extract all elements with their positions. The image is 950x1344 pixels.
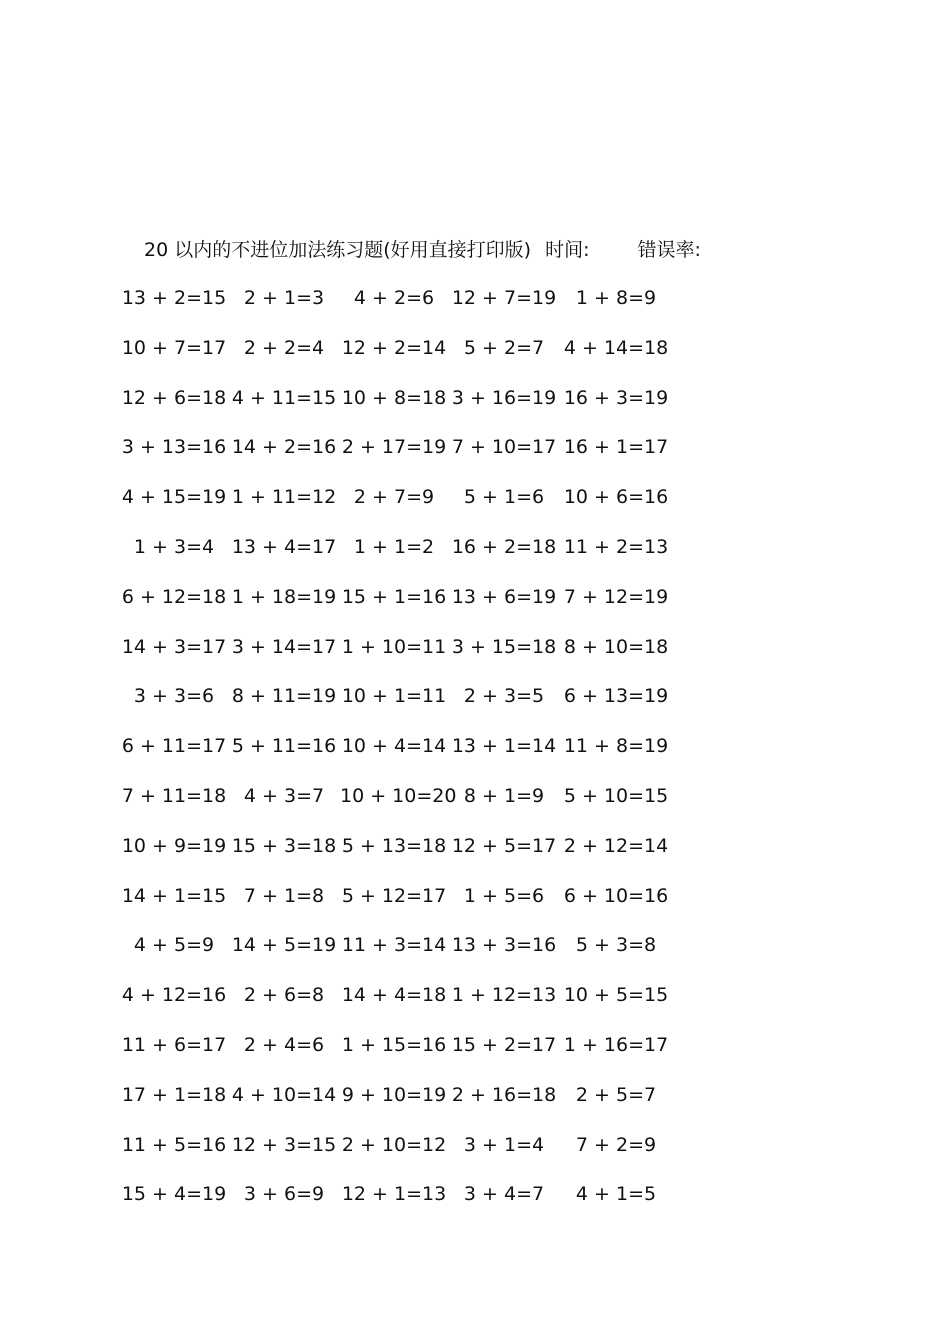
addition-problem: 1 + 11=12: [231, 486, 337, 509]
addition-problem: 1 + 16=17: [563, 1033, 669, 1056]
addition-problem: 14 + 3=17: [121, 635, 227, 658]
addition-problem: 9 + 10=19: [341, 1083, 447, 1106]
problem-row: [121, 284, 704, 334]
addition-problem: 15 + 2=17: [451, 1033, 557, 1056]
addition-problem: 13 + 3=16: [451, 934, 557, 957]
addition-problem: 3 + 16=19: [451, 386, 557, 409]
addition-problem: 6 + 10=16: [563, 884, 669, 907]
addition-problem: 17 + 1=18: [121, 1083, 227, 1106]
addition-problem: 7 + 2=9: [575, 1133, 657, 1156]
addition-problem: 2 + 17=19: [341, 436, 447, 459]
problem-row: [133, 931, 704, 981]
addition-problem: 12 + 7=19: [451, 287, 557, 309]
addition-problem: 13 + 6=19: [451, 585, 557, 608]
addition-problem: 11 + 2=13: [563, 535, 669, 558]
addition-problem: 10 + 9=19: [121, 834, 227, 857]
addition-problem: 5 + 1=6: [463, 486, 545, 509]
addition-problem: 1 + 10=11: [341, 635, 447, 658]
problem-row: [121, 583, 704, 633]
addition-problem: 10 + 6=16: [563, 486, 669, 509]
problem-grid: [121, 284, 704, 1230]
problem-row: [121, 1131, 704, 1181]
addition-problem: 3 + 14=17: [231, 635, 337, 658]
addition-problem: 10 + 4=14: [341, 735, 447, 758]
addition-problem: 4 + 10=14: [231, 1083, 337, 1106]
problem-row: [121, 384, 704, 434]
addition-problem: 2 + 10=12: [341, 1133, 447, 1156]
addition-problem: 4 + 2=6: [353, 287, 435, 309]
addition-problem: 2 + 12=14: [563, 834, 669, 857]
addition-problem: 4 + 1=5: [575, 1183, 657, 1206]
problem-row: [133, 533, 704, 583]
addition-problem: 3 + 4=7: [463, 1183, 545, 1206]
addition-problem: 6 + 12=18: [121, 585, 227, 608]
addition-problem: 2 + 2=4: [243, 336, 325, 359]
addition-problem: 2 + 6=8: [243, 984, 325, 1007]
problem-row: [121, 832, 704, 882]
addition-problem: 4 + 15=19: [121, 486, 227, 509]
addition-problem: 1 + 1=2: [353, 535, 435, 558]
problem-row: [121, 732, 704, 782]
addition-problem: 7 + 11=18: [121, 784, 227, 807]
problem-row: [121, 1081, 704, 1131]
addition-problem: 12 + 5=17: [451, 834, 557, 857]
addition-problem: 6 + 11=17: [121, 735, 227, 758]
addition-problem: 5 + 3=8: [575, 934, 657, 957]
problem-row: [121, 782, 704, 832]
addition-problem: 12 + 2=14: [341, 336, 447, 359]
addition-problem: 11 + 6=17: [121, 1033, 227, 1056]
addition-problem: 4 + 3=7: [243, 784, 325, 807]
problem-row: [121, 1180, 704, 1230]
addition-problem: 12 + 6=18: [121, 386, 227, 409]
addition-problem: 1 + 3=4: [133, 535, 215, 558]
addition-problem: 1 + 15=16: [341, 1033, 447, 1056]
addition-problem: 11 + 5=16: [121, 1133, 227, 1156]
problem-row: [121, 483, 704, 533]
addition-problem: 2 + 4=6: [243, 1033, 325, 1056]
addition-problem: 3 + 1=4: [463, 1133, 545, 1156]
addition-problem: 2 + 16=18: [451, 1083, 557, 1106]
addition-problem: 10 + 5=15: [563, 984, 669, 1007]
addition-problem: 3 + 15=18: [451, 635, 557, 658]
addition-problem: 4 + 12=16: [121, 984, 227, 1007]
problem-row: [133, 682, 704, 732]
addition-problem: 14 + 2=16: [231, 436, 337, 459]
addition-problem: 11 + 3=14: [341, 934, 447, 957]
addition-problem: 16 + 2=18: [451, 535, 557, 558]
addition-problem: 2 + 7=9: [353, 486, 435, 509]
error-rate-label: 错误率:: [637, 239, 701, 261]
addition-problem: 10 + 10=20: [340, 784, 457, 807]
addition-problem: 15 + 4=19: [121, 1183, 227, 1206]
addition-problem: 2 + 3=5: [463, 685, 545, 708]
addition-problem: 1 + 5=6: [463, 884, 545, 907]
addition-problem: 12 + 1=13: [341, 1183, 447, 1206]
addition-problem: 16 + 1=17: [563, 436, 669, 459]
time-label: 时间:: [545, 239, 590, 261]
addition-problem: 4 + 5=9: [133, 934, 215, 957]
addition-problem: 12 + 3=15: [231, 1133, 337, 1156]
addition-problem: 13 + 1=14: [451, 735, 557, 758]
problem-row: [121, 1031, 704, 1081]
addition-problem: 8 + 1=9: [463, 784, 545, 807]
addition-problem: 14 + 1=15: [121, 884, 227, 907]
addition-problem: 7 + 10=17: [451, 436, 557, 459]
worksheet-header: [144, 236, 701, 264]
addition-problem: 15 + 1=16: [341, 585, 447, 608]
problem-row: [121, 633, 704, 683]
addition-problem: 8 + 10=18: [563, 635, 669, 658]
addition-problem: 6 + 13=19: [563, 685, 669, 708]
addition-problem: 15 + 3=18: [231, 834, 337, 857]
addition-problem: 7 + 12=19: [563, 585, 669, 608]
addition-problem: 1 + 12=13: [451, 984, 557, 1007]
addition-problem: 8 + 11=19: [231, 685, 337, 708]
addition-problem: 5 + 2=7: [463, 336, 545, 359]
addition-problem: 5 + 13=18: [341, 834, 447, 857]
problem-row: [121, 433, 704, 483]
addition-problem: 14 + 5=19: [231, 934, 337, 957]
addition-problem: 14 + 4=18: [341, 984, 447, 1007]
addition-problem: 7 + 1=8: [243, 884, 325, 907]
addition-problem: 13 + 2=15: [121, 287, 227, 309]
addition-problem: 2 + 1=3: [243, 287, 325, 309]
addition-problem: 1 + 18=19: [231, 585, 337, 608]
problem-row: [121, 882, 704, 932]
addition-problem: 10 + 7=17: [121, 336, 227, 359]
addition-problem: 2 + 5=7: [575, 1083, 657, 1106]
addition-problem: 4 + 11=15: [231, 386, 337, 409]
addition-problem: 3 + 6=9: [243, 1183, 325, 1206]
addition-problem: 3 + 3=6: [133, 685, 215, 708]
problem-row: [121, 334, 704, 384]
problem-row: [121, 981, 704, 1031]
addition-problem: 4 + 14=18: [563, 336, 669, 359]
addition-problem: 5 + 10=15: [563, 784, 669, 807]
addition-problem: 16 + 3=19: [563, 386, 669, 409]
addition-problem: 5 + 12=17: [341, 884, 447, 907]
worksheet-title: 20 以内的不进位加法练习题(好用直接打印版): [144, 239, 532, 261]
addition-problem: 1 + 8=9: [575, 287, 657, 309]
addition-problem: 5 + 11=16: [231, 735, 337, 758]
addition-problem: 13 + 4=17: [231, 535, 337, 558]
addition-problem: 11 + 8=19: [563, 735, 669, 758]
addition-problem: 3 + 13=16: [121, 436, 227, 459]
addition-problem: 10 + 8=18: [341, 386, 447, 409]
addition-problem: 10 + 1=11: [341, 685, 447, 708]
